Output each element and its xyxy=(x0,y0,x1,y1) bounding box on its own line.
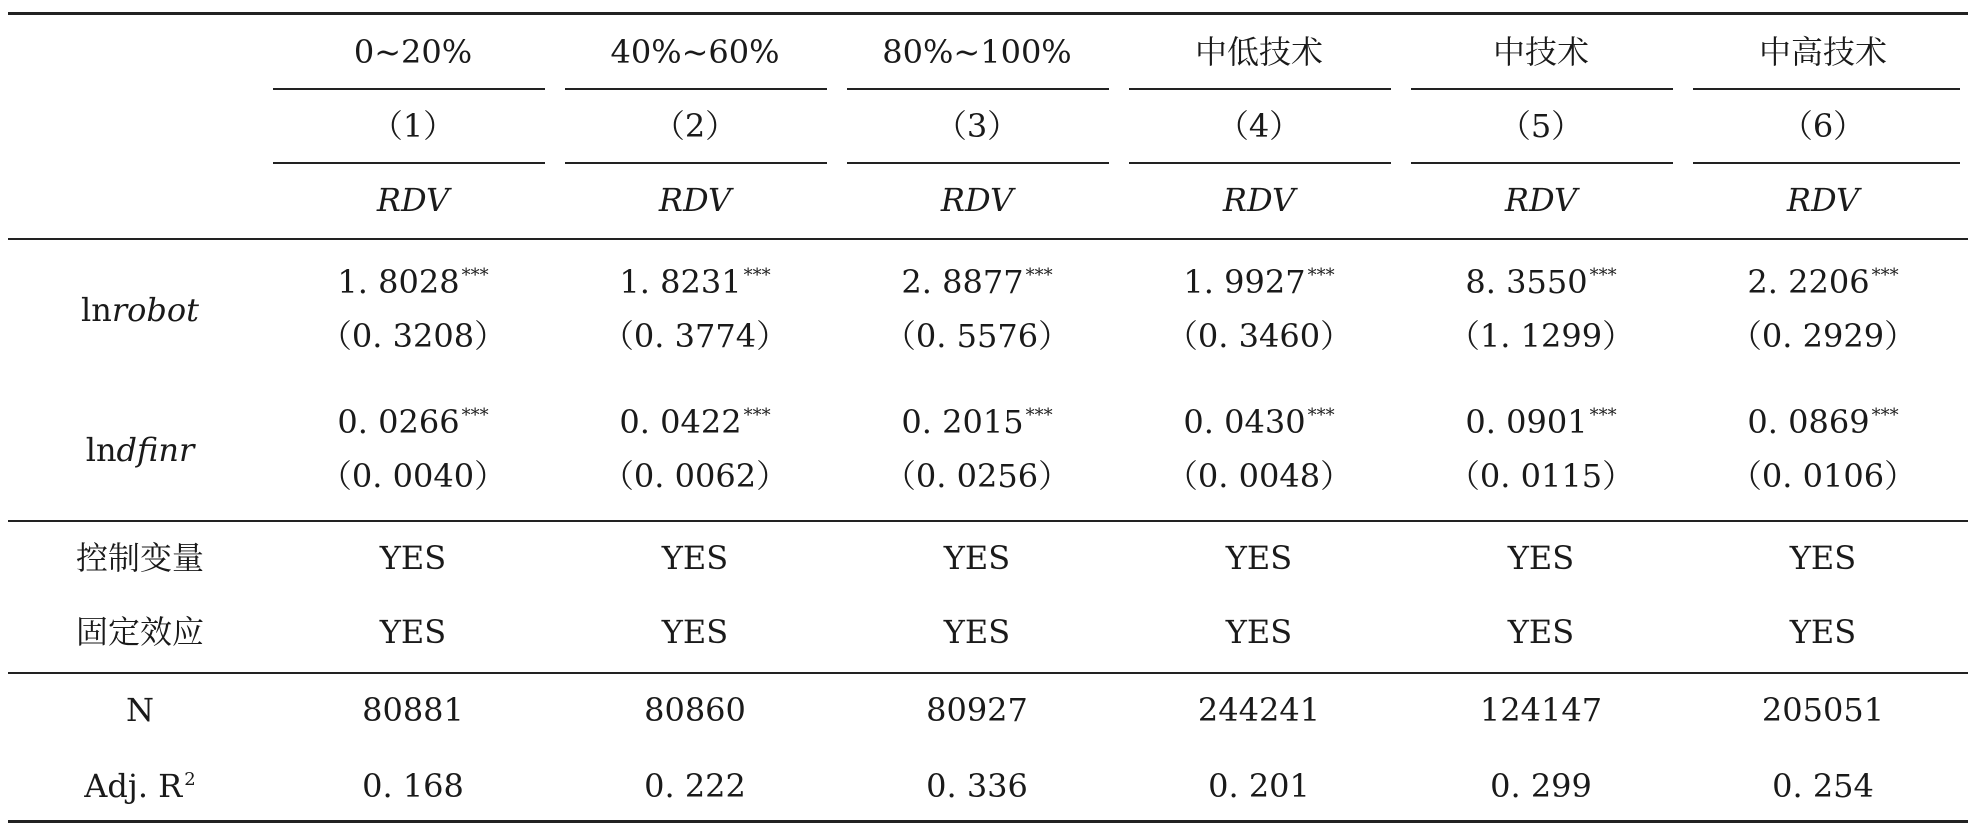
adj-r2-cell: 0. 336 xyxy=(926,767,1028,805)
bottom-rule xyxy=(8,820,1968,823)
coefficient-cell xyxy=(560,262,830,302)
dependent-variable: RDV xyxy=(376,181,450,219)
controls-cell: YES xyxy=(661,539,729,577)
coefficient-cell xyxy=(278,262,548,302)
header-subrule xyxy=(1129,162,1391,164)
group-header: 80%~100% xyxy=(882,33,1072,71)
standard-error-cell: （0. 0106） xyxy=(1729,457,1917,495)
controls-cell: YES xyxy=(1789,539,1857,577)
group-header: 0~20% xyxy=(353,33,473,71)
stats-rule xyxy=(8,672,1968,674)
coefficient-cell xyxy=(1688,262,1958,302)
coefficient-value: 0. 0901 xyxy=(1465,403,1588,441)
coefficient-value: 0. 0869 xyxy=(1747,403,1870,441)
standard-error-cell: （0. 0048） xyxy=(1165,457,1353,495)
adj-r2-cell: 0. 299 xyxy=(1490,767,1592,805)
significance-stars: *** xyxy=(1025,405,1053,426)
group-header: 中技术 xyxy=(1492,33,1589,71)
header-rule xyxy=(8,238,1968,240)
group-header: 中高技术 xyxy=(1758,33,1887,71)
fixed-effects-cell: YES xyxy=(1507,613,1575,651)
standard-error-cell: （0. 0256） xyxy=(883,457,1071,495)
dependent-variable: RDV xyxy=(1786,181,1860,219)
coefficient-cell xyxy=(842,262,1112,302)
header-subrule xyxy=(847,88,1109,90)
coefficient-value: 8. 3550 xyxy=(1465,263,1588,301)
significance-stars: *** xyxy=(1025,265,1053,286)
standard-error-cell: （0. 0062） xyxy=(601,457,789,495)
significance-stars: *** xyxy=(1871,265,1899,286)
coefficient-cell xyxy=(1406,262,1676,302)
coefficient-cell xyxy=(1688,402,1958,442)
coefficient-value: 0. 0266 xyxy=(337,403,460,441)
column-number: （1） xyxy=(370,107,456,145)
column-number: （6） xyxy=(1780,107,1866,145)
dependent-variable: RDV xyxy=(940,181,1014,219)
coefficient-value: 0. 2015 xyxy=(901,403,1024,441)
header-subrule xyxy=(1129,88,1391,90)
controls-cell: YES xyxy=(943,539,1011,577)
header-subrule xyxy=(565,162,827,164)
group-header: 中低技术 xyxy=(1194,33,1323,71)
significance-stars: *** xyxy=(743,405,771,426)
observations-cell: 80860 xyxy=(644,691,746,729)
column-number: （5） xyxy=(1498,107,1584,145)
fixed-effects-cell: YES xyxy=(379,613,447,651)
controls-cell: YES xyxy=(1507,539,1575,577)
header-subrule xyxy=(1693,88,1960,90)
coefficient-cell xyxy=(1124,262,1394,302)
coefficient-value: 1. 8028 xyxy=(337,263,460,301)
coefficient-value: 2. 2206 xyxy=(1747,263,1870,301)
column-number: （3） xyxy=(934,107,1020,145)
coefficient-value: 1. 8231 xyxy=(619,263,742,301)
observations-cell: 124147 xyxy=(1479,691,1603,729)
standard-error-cell: （0. 2929） xyxy=(1729,317,1917,355)
header-subrule xyxy=(565,88,827,90)
significance-stars: *** xyxy=(461,405,489,426)
dependent-variable: RDV xyxy=(658,181,732,219)
adj-r2-cell: 0. 222 xyxy=(644,767,746,805)
fixed-effects-cell: YES xyxy=(943,613,1011,651)
header-subrule xyxy=(273,88,545,90)
header-subrule xyxy=(1411,88,1673,90)
significance-stars: *** xyxy=(1307,405,1335,426)
controls-rule xyxy=(8,520,1968,522)
dependent-variable: RDV xyxy=(1504,181,1578,219)
column-number: （2） xyxy=(652,107,738,145)
adj-r2-cell: 0. 254 xyxy=(1772,767,1874,805)
coefficient-value: 0. 0430 xyxy=(1183,403,1306,441)
row-label-controls: 控制变量 xyxy=(75,539,204,577)
coefficient-value: 2. 8877 xyxy=(901,263,1024,301)
coefficient-cell xyxy=(1406,402,1676,442)
header-subrule xyxy=(847,162,1109,164)
header-subrule xyxy=(273,162,545,164)
observations-cell: 80881 xyxy=(362,691,464,729)
observations-cell: 205051 xyxy=(1761,691,1885,729)
observations-cell: 244241 xyxy=(1197,691,1321,729)
significance-stars: *** xyxy=(1871,405,1899,426)
controls-cell: YES xyxy=(379,539,447,577)
controls-cell: YES xyxy=(1225,539,1293,577)
standard-error-cell: （0. 3460） xyxy=(1165,317,1353,355)
row-label-lnrobot: lnrobot xyxy=(80,291,199,329)
standard-error-cell: （0. 0115） xyxy=(1447,457,1635,495)
coefficient-value: 0. 0422 xyxy=(619,403,742,441)
dependent-variable: RDV xyxy=(1222,181,1296,219)
significance-stars: *** xyxy=(1307,265,1335,286)
fixed-effects-cell: YES xyxy=(661,613,729,651)
header-subrule xyxy=(1693,162,1960,164)
observations-cell: 80927 xyxy=(926,691,1028,729)
coefficient-cell xyxy=(1124,402,1394,442)
row-label-lndfinr: lndfinr xyxy=(85,431,195,469)
coefficient-cell xyxy=(278,402,548,442)
coefficient-cell xyxy=(842,402,1112,442)
header-subrule xyxy=(1411,162,1673,164)
row-label-adj-r2: Adj. R $^2$ xyxy=(84,767,196,805)
adj-r2-cell: 0. 168 xyxy=(362,767,464,805)
standard-error-cell: （0. 3208） xyxy=(319,317,507,355)
fixed-effects-cell: YES xyxy=(1789,613,1857,651)
significance-stars: *** xyxy=(1589,265,1617,286)
significance-stars: *** xyxy=(461,265,489,286)
fixed-effects-cell: YES xyxy=(1225,613,1293,651)
standard-error-cell: （0. 3774） xyxy=(601,317,789,355)
row-label-n: N xyxy=(126,691,154,729)
row-label-fixed-effects: 固定效应 xyxy=(75,613,204,651)
significance-stars: *** xyxy=(743,265,771,286)
standard-error-cell: （0. 0040） xyxy=(319,457,507,495)
coefficient-cell xyxy=(560,402,830,442)
group-header: 40%~60% xyxy=(610,33,780,71)
standard-error-cell: （1. 1299） xyxy=(1447,317,1635,355)
standard-error-cell: （0. 5576） xyxy=(883,317,1071,355)
significance-stars: *** xyxy=(1589,405,1617,426)
adj-r2-cell: 0. 201 xyxy=(1208,767,1310,805)
column-number: （4） xyxy=(1216,107,1302,145)
coefficient-value: 1. 9927 xyxy=(1183,263,1306,301)
top-rule xyxy=(8,12,1968,15)
